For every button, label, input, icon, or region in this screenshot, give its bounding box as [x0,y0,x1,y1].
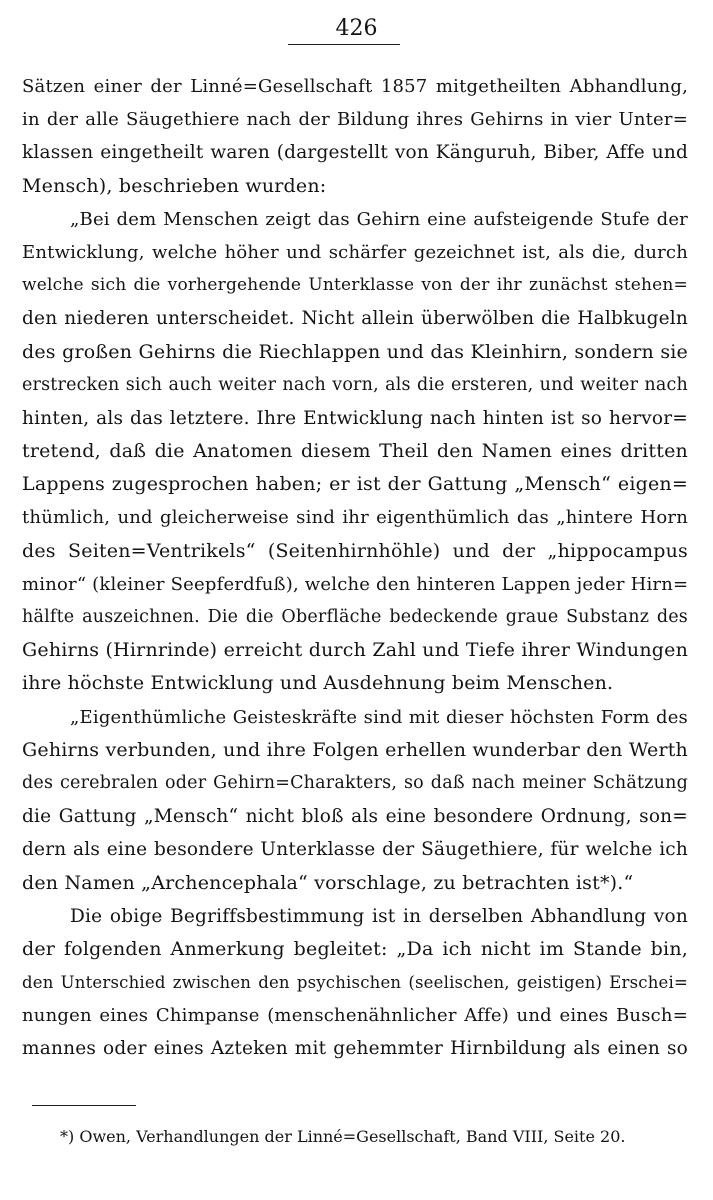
text-line: Entwicklung, welche höher und schärfer gezeichnet ist, als die, durch [22,241,688,263]
text-line: Sätzen einer der Linné=Gesellschaft 1857 mitgetheilten Abhandlung, [22,76,688,97]
text-line: mannes oder eines Azteken mit gehemmter Hirnbildung als einen so [22,1038,688,1060]
text-line: hälfte auszeichnen. Die die Oberfläche bedeckende graue Substanz des [22,607,688,627]
text-line: den niederen unterscheidet. Nicht allein überwölben die Halbkugeln [22,308,688,330]
body-text [22,70,688,1066]
text-line: klassen eingetheilt waren (dargestellt von Känguruh, Biber, Affe und [22,142,688,164]
text-line: hinten, als das letztere. Ihre Entwicklung nach hinten ist so hervor= [22,407,688,429]
page-number: 426 [335,16,378,41]
text-line: thümlich, und gleicherweise sind ihr eigenthümlich das „hintere Horn [22,507,688,529]
text-line: die Gattung „Mensch“ nicht bloß als eine besondere Ordnung, son= [22,806,688,828]
text-line: Mensch), beschrieben wurden: [22,174,327,197]
text-line: „Eigenthümliche Geisteskräfte sind mit dieser höchsten Form des [70,706,688,728]
text-line: des cerebralen oder Gehirn=Charakters, so daß nach meiner Schätzung [22,772,688,793]
footnote: *) Owen, Verhandlungen der Linné=Gesellschaft, Band VIII, Seite 20. [60,1127,626,1146]
text-line: erstrecken sich auch weiter nach vorn, als die ersteren, und weiter nach [22,374,688,395]
text-line: tretend, daß die Anatomen diesem Theil den Namen eines dritten [22,440,688,463]
text-line: den Namen „Archencephala“ vorschlage, zu betrachten ist*).“ [22,871,634,894]
text-line: in der alle Säugethiere nach der Bildung ihres Gehirns in vier Unter= [22,109,688,131]
header-rule [288,44,400,45]
text-line: der folgenden Anmerkung begleitet: „Da ich nicht im Stande bin, [22,937,688,960]
text-line: Gehirns verbunden, und ihre Folgen erhellen wunderbar den Werth [22,738,688,761]
text-line: Die obige Begriffsbestimmung ist in derselben Abhandlung von [70,905,688,927]
text-line: Gehirns (Hirnrinde) erreicht durch Zahl und Tiefe ihrer Windungen [22,639,688,662]
text-line: „Bei dem Menschen zeigt das Gehirn eine aufsteigende Stufe der [70,208,688,230]
text-line: des großen Gehirns die Riechlappen und das Kleinhirn, sondern sie [22,340,688,363]
text-line: nungen eines Chimpanse (menschenähnlicher Affe) und eines Busch= [22,1005,688,1027]
text-line: dern als eine besondere Unterklasse der Säugethiere, für welche ich [22,839,688,861]
text-line: welche sich die vorhergehende Unterklasse von der ihr zunächst stehen= [22,275,688,296]
footnote-rule [32,1105,136,1106]
text-line: Lappens zugesprochen haben; er ist der Gattung „Mensch“ eigen= [22,473,688,496]
text-line: ihre höchste Entwicklung und Ausdehnung beim Menschen. [22,672,614,695]
text-line: minor“ (kleiner Seepferdfuß), welche den hinteren Lappen jeder Hirn= [22,573,688,595]
text-line: den Unterschied zwischen den psychischen (seelischen, geistigen) Erschei= [22,973,688,993]
text-line: des Seiten=Ventrikels“ (Seitenhirnhöhle) und der „hippocampus [22,539,688,562]
